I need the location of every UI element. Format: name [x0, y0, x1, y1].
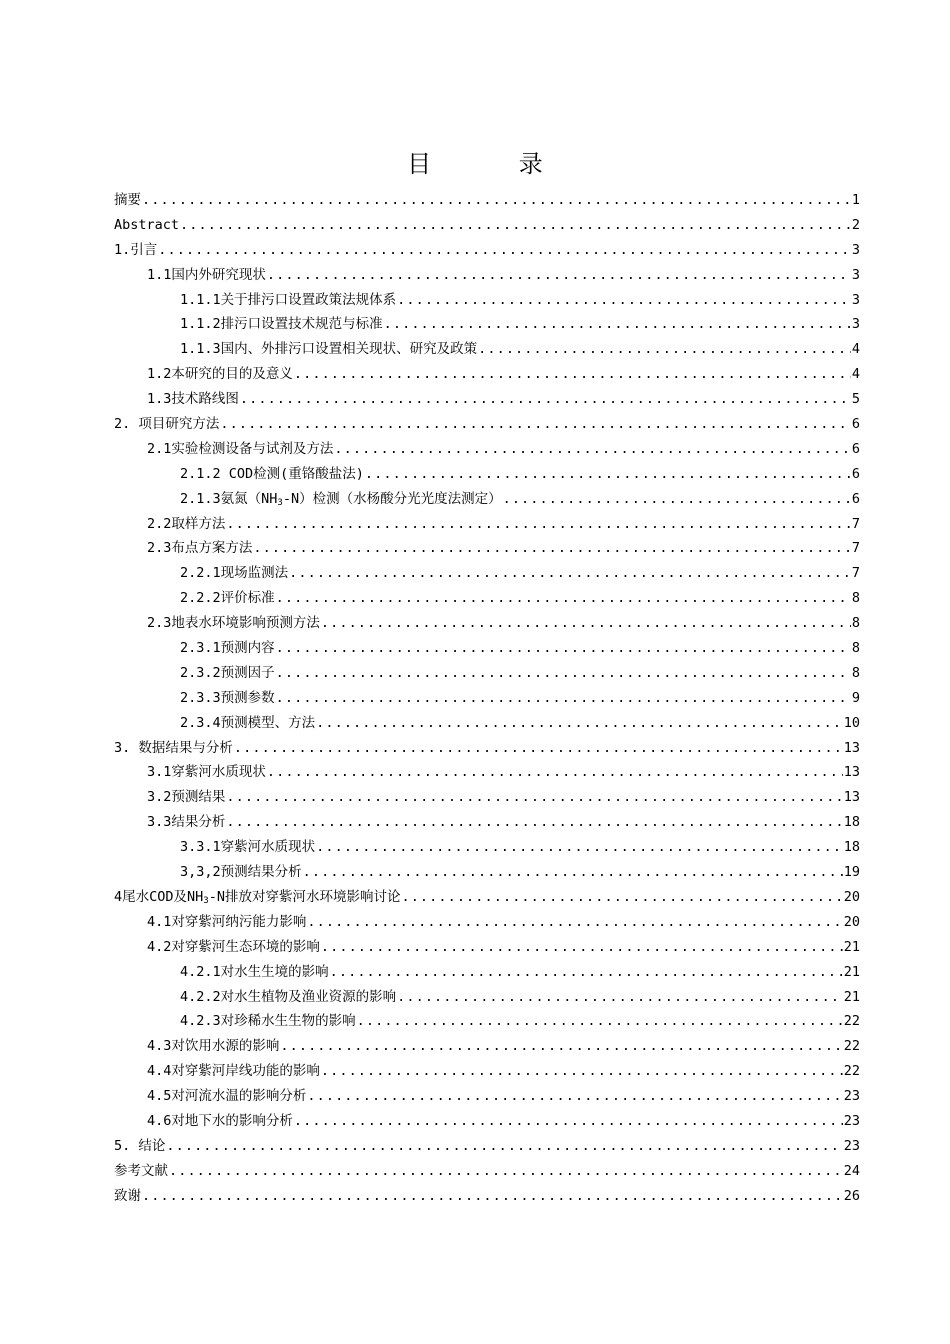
toc-entry[interactable]	[114, 1009, 860, 1034]
toc-leader-dots	[401, 885, 842, 910]
toc-leader-dots	[276, 586, 851, 611]
toc-page-number: 3	[851, 291, 860, 308]
toc-entry-label: 2. 项目研究方法	[114, 416, 220, 433]
toc-page-number: 23	[843, 1137, 860, 1154]
toc-entry-label	[114, 885, 400, 910]
toc-entry-label: 3. 数据结果与分析	[114, 739, 233, 756]
toc-entry[interactable]	[114, 835, 860, 860]
toc-page-number: 6	[851, 440, 860, 457]
toc-entry-label: 1.1.1关于排污口设置政策法规体系	[180, 291, 397, 308]
toc-entry[interactable]	[114, 1184, 860, 1209]
toc-entry[interactable]	[114, 910, 860, 935]
toc-entry-label: 致谢	[114, 1187, 141, 1204]
toc-entry[interactable]	[114, 1059, 860, 1084]
toc-entry[interactable]	[114, 312, 860, 337]
toc-entry-label: 3.2预测结果	[147, 789, 226, 806]
toc-entry-label: 3,3,2预测结果分析	[180, 864, 302, 881]
toc-page-number: 10	[843, 714, 860, 731]
toc-leader-dots	[220, 412, 850, 437]
toc-entry[interactable]	[114, 885, 860, 910]
toc-page-number: 20	[843, 888, 860, 905]
toc-page-number: 23	[843, 1112, 860, 1129]
toc-page-number: 22	[843, 1013, 860, 1030]
toc-page-number: 8	[851, 590, 860, 607]
toc-entry-label: 2.1实验检测设备与试剂及方法	[147, 440, 334, 457]
toc-entry-label: 2.3布点方案方法	[147, 540, 253, 557]
toc-leader-dots	[169, 1159, 843, 1184]
toc-leader-dots	[316, 711, 843, 736]
toc-entry[interactable]	[114, 512, 860, 537]
toc-leader-dots	[267, 263, 851, 288]
toc-entry[interactable]	[114, 636, 860, 661]
toc-entry[interactable]	[114, 412, 860, 437]
toc-page-number: 21	[843, 963, 860, 980]
toc-entry-label: 3.1穿紫河水质现状	[147, 764, 266, 781]
toc-page-number: 3	[851, 316, 860, 333]
toc-leader-dots	[334, 437, 850, 462]
toc-page-number: 8	[851, 615, 860, 632]
toc-entry[interactable]	[114, 985, 860, 1010]
toc-entry-label: 2.3地表水环境影响预测方法	[147, 615, 320, 632]
toc-leader-dots	[365, 462, 851, 487]
toc-entry-label: 4.1对穿紫河纳污能力影响	[147, 913, 307, 930]
toc-leader-dots	[303, 860, 843, 885]
toc-page-number: 18	[843, 839, 860, 856]
toc-page-number: 6	[851, 490, 860, 507]
toc-page-number: 6	[851, 416, 860, 433]
toc-entry-label: 摘要	[114, 192, 141, 208]
toc-entry[interactable]	[114, 686, 860, 711]
toc-page-number: 4	[851, 341, 860, 358]
toc-entry[interactable]	[114, 1134, 860, 1159]
toc-page-number: 4	[851, 366, 860, 383]
toc-page-number: 22	[843, 1063, 860, 1080]
toc-entry-label: Abstract	[114, 216, 180, 233]
toc-page-number: 22	[843, 1038, 860, 1055]
toc-entry[interactable]	[114, 561, 860, 586]
toc-entry-label: 2.2取样方法	[147, 515, 226, 532]
toc-entry-label: 3.3.1穿紫河水质现状	[180, 839, 316, 856]
toc-entry-label: 2.1.2 COD检测(重铬酸盐法)	[180, 465, 364, 482]
toc-entry[interactable]	[114, 337, 860, 362]
toc-leader-dots	[503, 487, 851, 512]
toc-entry[interactable]	[114, 263, 860, 288]
toc-entry[interactable]	[114, 462, 860, 487]
toc-leader-dots	[280, 1034, 842, 1059]
toc-leader-dots	[158, 238, 851, 263]
toc-leader-dots	[142, 1184, 843, 1209]
toc-entry[interactable]	[114, 362, 860, 387]
toc-entry[interactable]	[114, 860, 860, 885]
toc-entry[interactable]	[114, 1109, 860, 1134]
toc-page-number: 8	[851, 664, 860, 681]
toc-entry[interactable]	[114, 586, 860, 611]
toc-leader-dots	[276, 636, 851, 661]
toc-page-number: 13	[843, 789, 860, 806]
toc-entry-label-subscript: 3	[203, 895, 209, 906]
toc-entry[interactable]	[114, 785, 860, 810]
toc-entry-label: 4.4对穿紫河岸线功能的影响	[147, 1063, 320, 1080]
toc-entry[interactable]	[114, 661, 860, 686]
toc-leader-dots	[226, 785, 842, 810]
toc-leader-dots	[316, 835, 843, 860]
toc-page-number: 7	[851, 540, 860, 557]
toc-leader-dots	[294, 362, 851, 387]
toc-entry-label: 2.3.3预测参数	[180, 689, 275, 706]
toc-entry-label: 4.6对地下水的影响分析	[147, 1112, 293, 1129]
toc-page-number: 23	[843, 1088, 860, 1105]
toc-entry-label: 4.3对饮用水源的影响	[147, 1038, 280, 1055]
toc-leader-dots	[321, 935, 843, 960]
toc-entry-label-part: 2.1.3氨氮（NH	[180, 490, 278, 507]
toc-entry-label: 2.3.1预测内容	[180, 640, 275, 657]
toc-entry-label: 2.2.2评价标准	[180, 590, 275, 607]
toc-page-number: 2	[851, 216, 860, 233]
toc-leader-dots	[307, 1084, 842, 1109]
toc-entry-label-part: -N）检测（水杨酸分光光度法测定）	[282, 490, 502, 507]
toc-entry-label: 1.引言	[114, 241, 158, 258]
toc-leader-dots	[253, 536, 850, 561]
toc-entry-label	[180, 487, 502, 512]
toc-entry-label: 参考文献	[114, 1162, 168, 1179]
toc-leader-dots	[240, 387, 851, 412]
toc-entry[interactable]	[114, 810, 860, 835]
toc-leader-dots	[478, 337, 851, 362]
toc-leader-dots	[142, 188, 851, 213]
toc-entry[interactable]	[114, 711, 860, 736]
toc-entry-label: 4.2对穿紫河生态环境的影响	[147, 938, 320, 955]
toc-page-number: 13	[843, 764, 860, 781]
toc-entry[interactable]	[114, 935, 860, 960]
toc-entry-label-subscript: 3	[277, 497, 283, 508]
toc-entry-label: 4.2.2对水生植物及渔业资源的影响	[180, 988, 397, 1005]
toc-entry-label: 1.1.3国内、外排污口设置相关现状、研究及政策	[180, 341, 478, 358]
toc-leader-dots	[234, 736, 843, 761]
toc-leader-dots	[321, 611, 851, 636]
toc-page-number: 21	[843, 938, 860, 955]
toc-entry[interactable]	[114, 736, 860, 761]
toc-entry-label: 1.3技术路线图	[147, 391, 239, 408]
toc-page-number: 3	[851, 241, 860, 258]
toc-page-number: 1	[851, 192, 860, 208]
toc-leader-dots	[289, 561, 851, 586]
toc-entry-label-part: 4尾水COD及NH	[114, 888, 204, 905]
toc-page-number: 18	[843, 814, 860, 831]
toc-entry-label: 1.1国内外研究现状	[147, 266, 266, 283]
toc-entry-label: 2.3.2预测因子	[180, 664, 275, 681]
toc-page-number: 6	[851, 465, 860, 482]
toc-page-number: 13	[843, 739, 860, 756]
toc-leader-dots	[166, 1134, 842, 1159]
toc-entry-label: 2.2.1现场监测法	[180, 565, 289, 582]
toc-leader-dots	[226, 512, 850, 537]
toc-entry[interactable]	[114, 1034, 860, 1059]
toc-entry[interactable]	[114, 487, 860, 512]
toc-leader-dots	[397, 985, 843, 1010]
toc-leader-dots	[321, 1059, 843, 1084]
toc-entry-label: 5. 结论	[114, 1137, 166, 1154]
toc-leader-dots	[307, 910, 842, 935]
toc-page-number: 24	[843, 1162, 860, 1179]
toc-page-number: 5	[851, 391, 860, 408]
toc-page-number: 20	[843, 913, 860, 930]
toc-entry[interactable]	[114, 611, 860, 636]
toc-entry-label: 4.2.3对珍稀水生生物的影响	[180, 1013, 356, 1030]
toc-entry-label: 4.2.1对水生生境的影响	[180, 963, 329, 980]
toc-entry[interactable]	[114, 437, 860, 462]
toc-leader-dots	[276, 661, 851, 686]
toc-leader-dots	[330, 960, 843, 985]
toc-entry[interactable]	[114, 188, 860, 213]
toc-page-number: 26	[843, 1187, 860, 1204]
toc-entry-label: 1.1.2排污口设置技术规范与标准	[180, 316, 383, 333]
toc-entry[interactable]	[114, 960, 860, 985]
toc-entry-label: 3.3结果分析	[147, 814, 226, 831]
toc-leader-dots	[276, 686, 851, 711]
page-title: 目 录	[407, 150, 583, 178]
toc-leader-dots	[226, 810, 842, 835]
toc-entry[interactable]	[114, 387, 860, 412]
toc-page-number: 7	[851, 515, 860, 532]
toc-entry[interactable]	[114, 1159, 860, 1184]
table-of-contents	[114, 188, 860, 1209]
toc-leader-dots	[357, 1009, 843, 1034]
toc-page-number: 8	[851, 640, 860, 657]
toc-entry-label-part: -N排放对穿紫河水环境影响讨论	[208, 888, 401, 905]
toc-leader-dots	[267, 760, 843, 785]
toc-page-number: 7	[851, 565, 860, 582]
toc-entry[interactable]	[114, 238, 860, 263]
toc-entry[interactable]	[114, 1084, 860, 1109]
toc-page-number: 19	[843, 864, 860, 881]
toc-entry[interactable]	[114, 536, 860, 561]
toc-page-number: 21	[843, 988, 860, 1005]
toc-leader-dots	[180, 213, 851, 238]
toc-entry-label: 1.2本研究的目的及意义	[147, 366, 293, 383]
toc-entry-label: 4.5对河流水温的影响分析	[147, 1088, 307, 1105]
toc-page-number: 3	[851, 266, 860, 283]
toc-leader-dots	[384, 312, 851, 337]
toc-page-number: 9	[851, 689, 860, 706]
toc-leader-dots	[294, 1109, 843, 1134]
toc-entry[interactable]	[114, 760, 860, 785]
toc-entry-label: 2.3.4预测模型、方法	[180, 714, 316, 731]
toc-entry[interactable]	[114, 213, 860, 238]
toc-entry[interactable]	[114, 288, 860, 313]
toc-leader-dots	[397, 288, 851, 313]
